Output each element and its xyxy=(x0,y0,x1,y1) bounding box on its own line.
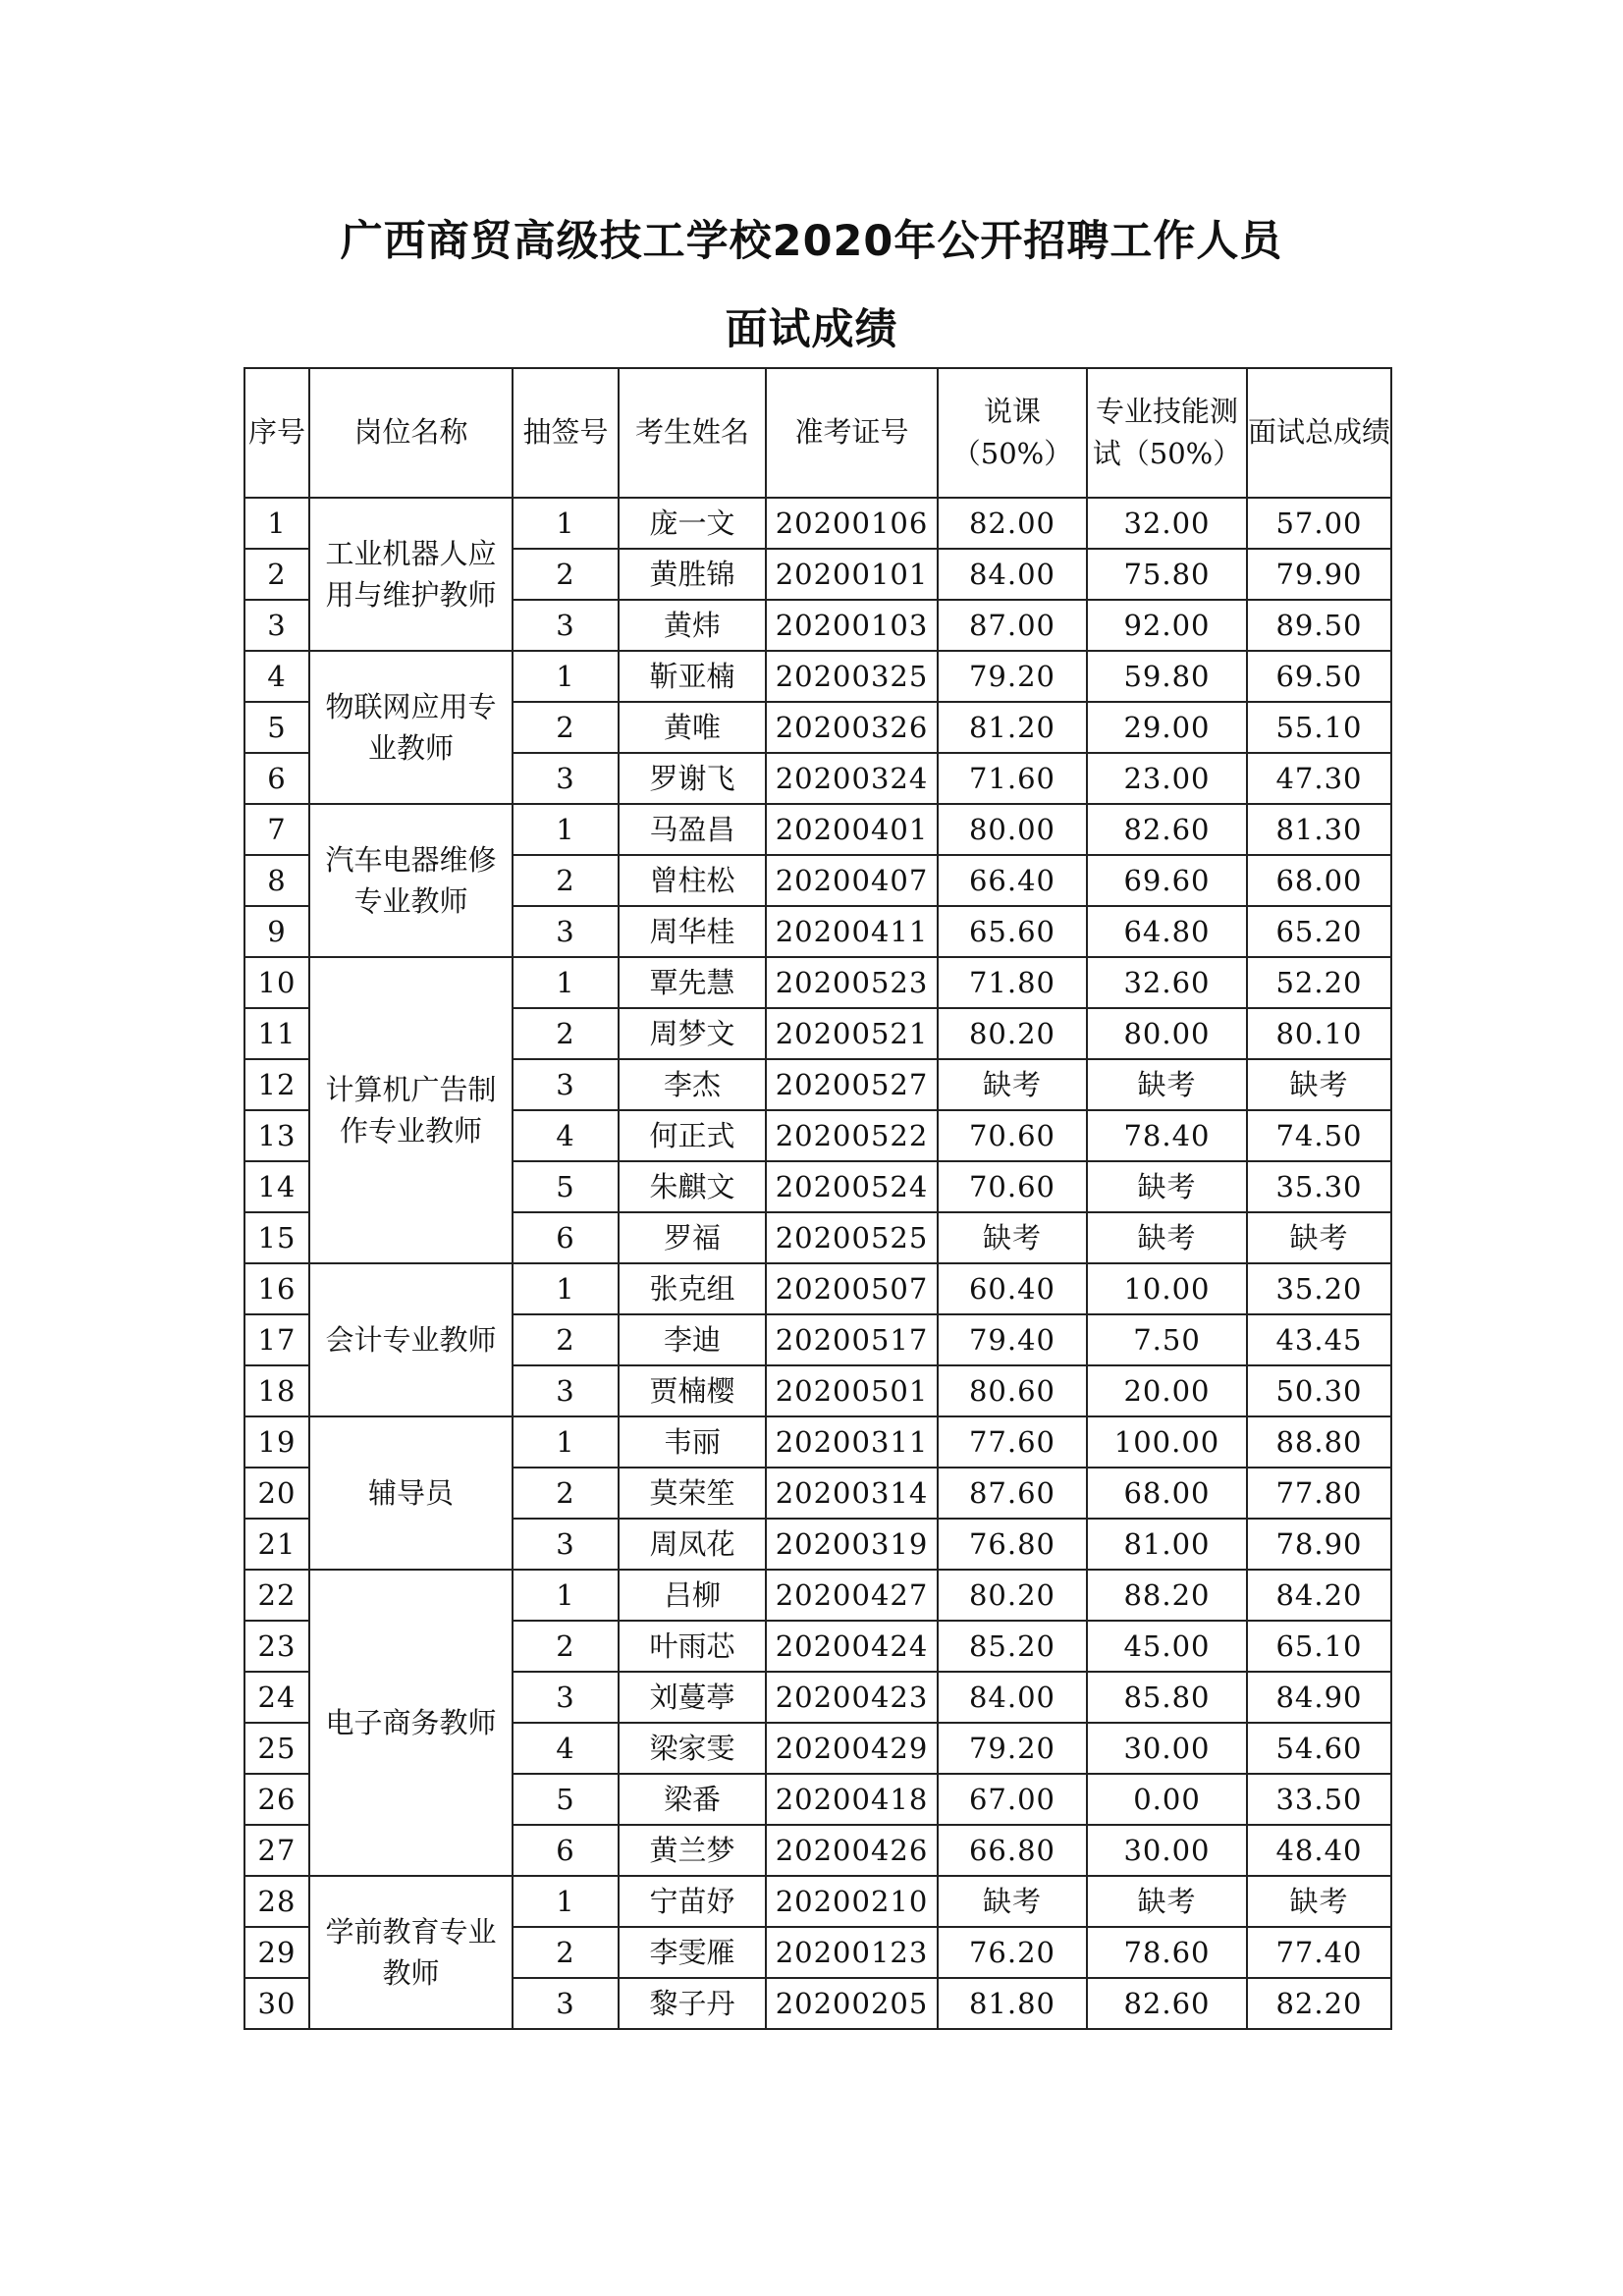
cell-draw: 3 xyxy=(513,1365,619,1416)
cell-skill: 75.80 xyxy=(1087,549,1247,600)
cell-lecture: 70.60 xyxy=(938,1161,1087,1212)
cell-name: 刘蔓葶 xyxy=(619,1672,766,1723)
cell-name: 周华桂 xyxy=(619,906,766,957)
cell-name: 靳亚楠 xyxy=(619,651,766,702)
cell-draw: 2 xyxy=(513,1314,619,1365)
cell-ticket: 20200407 xyxy=(766,855,938,906)
cell-draw: 2 xyxy=(513,702,619,753)
cell-draw: 2 xyxy=(513,549,619,600)
cell-lecture: 87.00 xyxy=(938,600,1087,651)
cell-total: 缺考 xyxy=(1247,1212,1391,1263)
cell-total: 81.30 xyxy=(1247,804,1391,855)
cell-seq: 23 xyxy=(244,1621,309,1672)
cell-lecture: 81.80 xyxy=(938,1978,1087,2029)
cell-draw: 4 xyxy=(513,1723,619,1774)
cell-ticket: 20200424 xyxy=(766,1621,938,1672)
cell-total: 65.10 xyxy=(1247,1621,1391,1672)
cell-ticket: 20200401 xyxy=(766,804,938,855)
cell-draw: 5 xyxy=(513,1161,619,1212)
cell-seq: 12 xyxy=(244,1059,309,1110)
cell-total: 57.00 xyxy=(1247,498,1391,549)
cell-skill: 缺考 xyxy=(1087,1212,1247,1263)
cell-ticket: 20200527 xyxy=(766,1059,938,1110)
cell-lecture: 80.60 xyxy=(938,1365,1087,1416)
cell-skill: 82.60 xyxy=(1087,804,1247,855)
header-draw: 抽签号 xyxy=(513,368,619,498)
cell-draw: 3 xyxy=(513,1519,619,1570)
cell-ticket: 20200314 xyxy=(766,1468,938,1519)
cell-name: 宁苗妤 xyxy=(619,1876,766,1927)
header-name: 考生姓名 xyxy=(619,368,766,498)
cell-name: 周梦文 xyxy=(619,1008,766,1059)
cell-ticket: 20200523 xyxy=(766,957,938,1008)
cell-ticket: 20200507 xyxy=(766,1263,938,1314)
cell-total: 77.40 xyxy=(1247,1927,1391,1978)
cell-position: 物联网应用专业教师 xyxy=(309,651,513,804)
cell-ticket: 20200429 xyxy=(766,1723,938,1774)
cell-name: 李雯雁 xyxy=(619,1927,766,1978)
cell-name: 罗谢飞 xyxy=(619,753,766,804)
cell-skill: 缺考 xyxy=(1087,1059,1247,1110)
cell-name: 韦丽 xyxy=(619,1416,766,1468)
cell-total: 48.40 xyxy=(1247,1825,1391,1876)
cell-total: 80.10 xyxy=(1247,1008,1391,1059)
cell-name: 庞一文 xyxy=(619,498,766,549)
cell-lecture: 66.40 xyxy=(938,855,1087,906)
cell-total: 82.20 xyxy=(1247,1978,1391,2029)
cell-lecture: 79.20 xyxy=(938,1723,1087,1774)
cell-seq: 22 xyxy=(244,1570,309,1621)
cell-skill: 0.00 xyxy=(1087,1774,1247,1825)
cell-name: 叶雨芯 xyxy=(619,1621,766,1672)
cell-total: 35.30 xyxy=(1247,1161,1391,1212)
cell-name: 李杰 xyxy=(619,1059,766,1110)
cell-draw: 1 xyxy=(513,804,619,855)
cell-skill: 23.00 xyxy=(1087,753,1247,804)
cell-skill: 10.00 xyxy=(1087,1263,1247,1314)
table-row xyxy=(244,1263,1391,1314)
cell-seq: 10 xyxy=(244,957,309,1008)
cell-ticket: 20200324 xyxy=(766,753,938,804)
document-subtitle: 面试成绩 xyxy=(725,305,898,354)
cell-lecture: 71.80 xyxy=(938,957,1087,1008)
cell-ticket: 20200517 xyxy=(766,1314,938,1365)
cell-draw: 3 xyxy=(513,1059,619,1110)
cell-ticket: 20200106 xyxy=(766,498,938,549)
cell-skill: 85.80 xyxy=(1087,1672,1247,1723)
cell-total: 54.60 xyxy=(1247,1723,1391,1774)
cell-lecture: 79.40 xyxy=(938,1314,1087,1365)
cell-seq: 3 xyxy=(244,600,309,651)
cell-skill: 88.20 xyxy=(1087,1570,1247,1621)
cell-skill: 7.50 xyxy=(1087,1314,1247,1365)
cell-skill: 81.00 xyxy=(1087,1519,1247,1570)
cell-name: 朱麒文 xyxy=(619,1161,766,1212)
cell-ticket: 20200521 xyxy=(766,1008,938,1059)
cell-total: 77.80 xyxy=(1247,1468,1391,1519)
cell-lecture: 80.20 xyxy=(938,1570,1087,1621)
cell-seq: 21 xyxy=(244,1519,309,1570)
cell-skill: 69.60 xyxy=(1087,855,1247,906)
cell-lecture: 84.00 xyxy=(938,549,1087,600)
cell-seq: 5 xyxy=(244,702,309,753)
cell-lecture: 76.20 xyxy=(938,1927,1087,1978)
table-row xyxy=(244,1876,1391,1927)
cell-seq: 25 xyxy=(244,1723,309,1774)
cell-seq: 4 xyxy=(244,651,309,702)
cell-seq: 1 xyxy=(244,498,309,549)
cell-draw: 1 xyxy=(513,1416,619,1468)
cell-ticket: 20200326 xyxy=(766,702,938,753)
cell-skill: 78.60 xyxy=(1087,1927,1247,1978)
cell-total: 52.20 xyxy=(1247,957,1391,1008)
cell-draw: 1 xyxy=(513,651,619,702)
cell-seq: 16 xyxy=(244,1263,309,1314)
table-row xyxy=(244,1570,1391,1621)
cell-seq: 24 xyxy=(244,1672,309,1723)
table-row xyxy=(244,957,1391,1008)
cell-draw: 1 xyxy=(513,957,619,1008)
table-body xyxy=(244,498,1391,2029)
cell-total: 55.10 xyxy=(1247,702,1391,753)
cell-draw: 1 xyxy=(513,1263,619,1314)
cell-name: 李迪 xyxy=(619,1314,766,1365)
cell-ticket: 20200210 xyxy=(766,1876,938,1927)
cell-total: 缺考 xyxy=(1247,1059,1391,1110)
cell-position: 计算机广告制作专业教师 xyxy=(309,957,513,1263)
cell-total: 68.00 xyxy=(1247,855,1391,906)
cell-skill: 64.80 xyxy=(1087,906,1247,957)
cell-draw: 3 xyxy=(513,1672,619,1723)
cell-draw: 3 xyxy=(513,600,619,651)
cell-draw: 2 xyxy=(513,1468,619,1519)
cell-lecture: 76.80 xyxy=(938,1519,1087,1570)
cell-total: 79.90 xyxy=(1247,549,1391,600)
cell-name: 曾柱松 xyxy=(619,855,766,906)
cell-name: 覃先慧 xyxy=(619,957,766,1008)
cell-ticket: 20200101 xyxy=(766,549,938,600)
cell-total: 74.50 xyxy=(1247,1110,1391,1161)
cell-draw: 4 xyxy=(513,1110,619,1161)
cell-name: 莫荣笙 xyxy=(619,1468,766,1519)
cell-seq: 20 xyxy=(244,1468,309,1519)
table-header-row xyxy=(244,368,1391,498)
cell-skill: 缺考 xyxy=(1087,1161,1247,1212)
cell-total: 89.50 xyxy=(1247,600,1391,651)
cell-seq: 6 xyxy=(244,753,309,804)
cell-total: 78.90 xyxy=(1247,1519,1391,1570)
cell-position: 汽车电器维修专业教师 xyxy=(309,804,513,957)
cell-skill: 缺考 xyxy=(1087,1876,1247,1927)
cell-total: 47.30 xyxy=(1247,753,1391,804)
cell-seq: 29 xyxy=(244,1927,309,1978)
cell-draw: 6 xyxy=(513,1825,619,1876)
cell-total: 43.45 xyxy=(1247,1314,1391,1365)
header-ticket: 准考证号 xyxy=(766,368,938,498)
cell-skill: 45.00 xyxy=(1087,1621,1247,1672)
cell-name: 黄炜 xyxy=(619,600,766,651)
header-seq: 序号 xyxy=(244,368,309,498)
cell-name: 马盈昌 xyxy=(619,804,766,855)
cell-lecture: 77.60 xyxy=(938,1416,1087,1468)
cell-lecture: 缺考 xyxy=(938,1876,1087,1927)
cell-ticket: 20200103 xyxy=(766,600,938,651)
cell-position: 会计专业教师 xyxy=(309,1263,513,1416)
table-row xyxy=(244,804,1391,855)
cell-draw: 2 xyxy=(513,855,619,906)
cell-ticket: 20200325 xyxy=(766,651,938,702)
cell-ticket: 20200501 xyxy=(766,1365,938,1416)
cell-ticket: 20200524 xyxy=(766,1161,938,1212)
cell-skill: 78.40 xyxy=(1087,1110,1247,1161)
cell-lecture: 缺考 xyxy=(938,1212,1087,1263)
cell-seq: 15 xyxy=(244,1212,309,1263)
cell-ticket: 20200123 xyxy=(766,1927,938,1978)
cell-name: 黄兰梦 xyxy=(619,1825,766,1876)
cell-draw: 1 xyxy=(513,1876,619,1927)
cell-skill: 59.80 xyxy=(1087,651,1247,702)
cell-lecture: 82.00 xyxy=(938,498,1087,549)
header-skill: 专业技能测试（50%） xyxy=(1087,368,1247,498)
cell-position: 辅导员 xyxy=(309,1416,513,1570)
cell-draw: 2 xyxy=(513,1008,619,1059)
cell-skill: 30.00 xyxy=(1087,1723,1247,1774)
cell-lecture: 71.60 xyxy=(938,753,1087,804)
cell-name: 黎子丹 xyxy=(619,1978,766,2029)
cell-ticket: 20200522 xyxy=(766,1110,938,1161)
interview-score-table xyxy=(243,367,1392,2030)
cell-name: 罗福 xyxy=(619,1212,766,1263)
document-title: 广西商贸高级技工学校2020年公开招聘工作人员 xyxy=(340,217,1283,266)
cell-seq: 17 xyxy=(244,1314,309,1365)
cell-seq: 26 xyxy=(244,1774,309,1825)
cell-lecture: 67.00 xyxy=(938,1774,1087,1825)
cell-lecture: 缺考 xyxy=(938,1059,1087,1110)
cell-total: 88.80 xyxy=(1247,1416,1391,1468)
cell-lecture: 70.60 xyxy=(938,1110,1087,1161)
cell-draw: 2 xyxy=(513,1621,619,1672)
cell-name: 何正式 xyxy=(619,1110,766,1161)
header-position: 岗位名称 xyxy=(309,368,513,498)
cell-lecture: 66.80 xyxy=(938,1825,1087,1876)
cell-lecture: 81.20 xyxy=(938,702,1087,753)
cell-total: 35.20 xyxy=(1247,1263,1391,1314)
cell-name: 吕柳 xyxy=(619,1570,766,1621)
cell-seq: 28 xyxy=(244,1876,309,1927)
cell-position: 工业机器人应用与维护教师 xyxy=(309,498,513,651)
cell-lecture: 84.00 xyxy=(938,1672,1087,1723)
cell-total: 84.90 xyxy=(1247,1672,1391,1723)
cell-skill: 82.60 xyxy=(1087,1978,1247,2029)
cell-skill: 68.00 xyxy=(1087,1468,1247,1519)
cell-total: 33.50 xyxy=(1247,1774,1391,1825)
cell-skill: 20.00 xyxy=(1087,1365,1247,1416)
cell-lecture: 87.60 xyxy=(938,1468,1087,1519)
table-row xyxy=(244,498,1391,549)
cell-position: 电子商务教师 xyxy=(309,1570,513,1876)
cell-lecture: 80.20 xyxy=(938,1008,1087,1059)
cell-draw: 6 xyxy=(513,1212,619,1263)
cell-skill: 32.60 xyxy=(1087,957,1247,1008)
cell-ticket: 20200423 xyxy=(766,1672,938,1723)
cell-draw: 2 xyxy=(513,1927,619,1978)
cell-seq: 2 xyxy=(244,549,309,600)
header-lecture: 说课（50%） xyxy=(938,368,1087,498)
cell-seq: 11 xyxy=(244,1008,309,1059)
cell-seq: 19 xyxy=(244,1416,309,1468)
cell-ticket: 20200311 xyxy=(766,1416,938,1468)
cell-skill: 100.00 xyxy=(1087,1416,1247,1468)
cell-draw: 1 xyxy=(513,498,619,549)
cell-skill: 30.00 xyxy=(1087,1825,1247,1876)
cell-skill: 32.00 xyxy=(1087,498,1247,549)
cell-draw: 5 xyxy=(513,1774,619,1825)
cell-draw: 3 xyxy=(513,753,619,804)
cell-lecture: 79.20 xyxy=(938,651,1087,702)
cell-lecture: 85.20 xyxy=(938,1621,1087,1672)
cell-seq: 27 xyxy=(244,1825,309,1876)
cell-name: 贾楠樱 xyxy=(619,1365,766,1416)
cell-name: 黄胜锦 xyxy=(619,549,766,600)
cell-skill: 80.00 xyxy=(1087,1008,1247,1059)
cell-position: 学前教育专业教师 xyxy=(309,1876,513,2029)
table-row xyxy=(244,1416,1391,1468)
cell-seq: 7 xyxy=(244,804,309,855)
cell-ticket: 20200427 xyxy=(766,1570,938,1621)
cell-skill: 29.00 xyxy=(1087,702,1247,753)
header-total: 面试总成绩 xyxy=(1247,368,1391,498)
cell-seq: 18 xyxy=(244,1365,309,1416)
cell-total: 69.50 xyxy=(1247,651,1391,702)
cell-total: 缺考 xyxy=(1247,1876,1391,1927)
cell-total: 65.20 xyxy=(1247,906,1391,957)
cell-ticket: 20200418 xyxy=(766,1774,938,1825)
cell-lecture: 60.40 xyxy=(938,1263,1087,1314)
cell-ticket: 20200205 xyxy=(766,1978,938,2029)
cell-lecture: 80.00 xyxy=(938,804,1087,855)
cell-ticket: 20200319 xyxy=(766,1519,938,1570)
cell-skill: 92.00 xyxy=(1087,600,1247,651)
cell-name: 梁番 xyxy=(619,1774,766,1825)
cell-name: 梁家雯 xyxy=(619,1723,766,1774)
cell-seq: 13 xyxy=(244,1110,309,1161)
cell-ticket: 20200525 xyxy=(766,1212,938,1263)
cell-draw: 1 xyxy=(513,1570,619,1621)
cell-draw: 3 xyxy=(513,906,619,957)
cell-seq: 30 xyxy=(244,1978,309,2029)
cell-seq: 9 xyxy=(244,906,309,957)
cell-seq: 8 xyxy=(244,855,309,906)
cell-seq: 14 xyxy=(244,1161,309,1212)
cell-draw: 3 xyxy=(513,1978,619,2029)
cell-ticket: 20200426 xyxy=(766,1825,938,1876)
cell-name: 周凤花 xyxy=(619,1519,766,1570)
cell-ticket: 20200411 xyxy=(766,906,938,957)
cell-total: 84.20 xyxy=(1247,1570,1391,1621)
table-row xyxy=(244,651,1391,702)
cell-total: 50.30 xyxy=(1247,1365,1391,1416)
cell-lecture: 65.60 xyxy=(938,906,1087,957)
cell-name: 张克组 xyxy=(619,1263,766,1314)
cell-name: 黄唯 xyxy=(619,702,766,753)
